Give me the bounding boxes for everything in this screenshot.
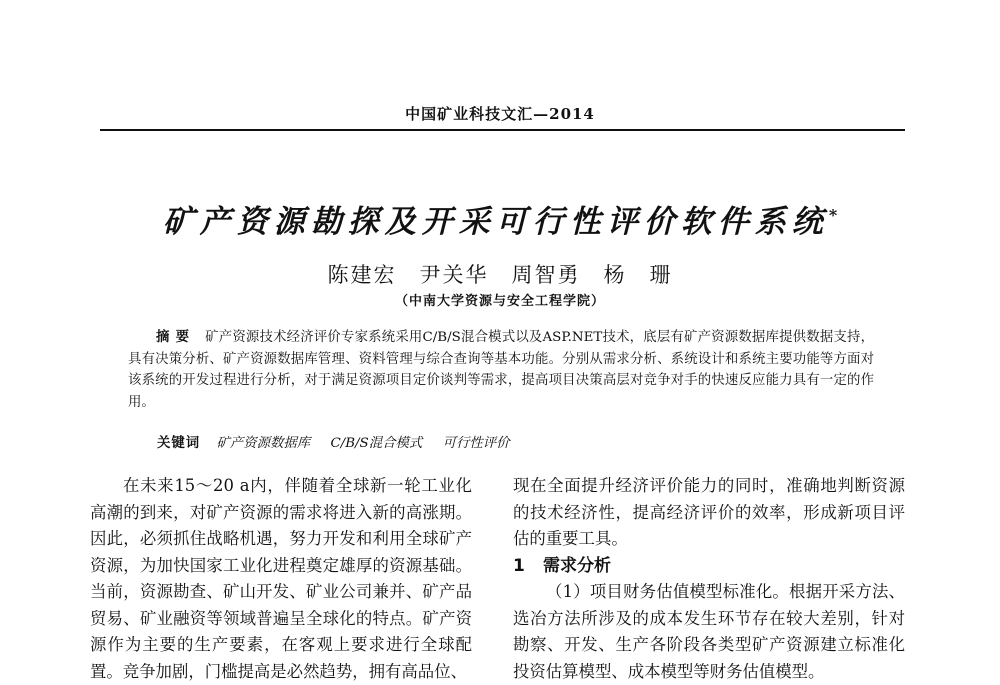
section-title: 需求分析 (543, 555, 611, 576)
title-footnote-mark: * (828, 205, 838, 225)
body-paragraph: （1）项目财务估值模型标准化。根据开采方法、选冶方法所涉及的成本发生环节存在较大差别，针对勘察、开发、生产各阶段各类型矿产资源建立标准化投资估算模型、成本模型等财务估值模型。 (513, 582, 905, 681)
running-header: 中国矿业科技文汇—2014 (405, 105, 595, 123)
header-rule (100, 129, 905, 131)
body-column-right (513, 473, 905, 685)
abstract-label: 摘要 (156, 329, 196, 345)
keyword: C/B/S混合模式 (330, 436, 423, 451)
author-list: 陈建宏 尹关华 周智勇 杨 珊 (327, 263, 673, 287)
keywords (157, 432, 877, 451)
article-title-text: 矿产资源勘探及开采可行性评价软件系统 (162, 204, 829, 240)
keyword: 矿产资源数据库 (216, 436, 311, 451)
abstract-text: 矿产资源技术经济评价专家系统采用C/B/S混合模式以及ASP.NET技术，底层有矿产资源数据库提供数据支持，具有决策分析、矿产资源数据库管理、资料管理与综合查询等基本功能。分别从需求分析、系统设计和系统主要功能等方面对该系统的开发过程进行分析，对于满足资源项目定价谈判等需求，提高项目决策高层对竞争对手的快速反应能力具有一定的作用。 (128, 330, 874, 410)
article-title (0, 196, 1000, 241)
body-paragraph-continued: 现在全面提升经济评价能力的同时，准确地判断资源的技术经济性，提高经济评价的效率，形成新项目评估的重要工具。 (513, 476, 905, 548)
author-affiliation: （中南大学资源与安全工程学院） (394, 294, 605, 309)
section-heading (513, 553, 905, 580)
keyword: 可行性评价 (442, 436, 510, 451)
keywords-label: 关键词 (157, 435, 201, 451)
abstract (128, 327, 874, 413)
body-paragraph: 在未来15～20 a内，伴随着全球新一轮工业化高潮的到来，对矿产资源的需求将进入新的高涨期。因此，必须抓住战略机遇，努力开发和利用全球矿产资源，为加快国家工业化进程奠定雄厚的资源基础。当前，资源勘查、矿山开发、矿业公司兼并、矿产品贸易、矿业融资等领域普遍呈全球化的特点。矿产资源作为主要的生产要素，在客观上要求进行全球配置。竞争加剧，门槛提高是必然趋势，拥有高品位、 (90, 476, 472, 681)
section-number: 1 (513, 555, 525, 576)
body-column-left (90, 473, 472, 685)
